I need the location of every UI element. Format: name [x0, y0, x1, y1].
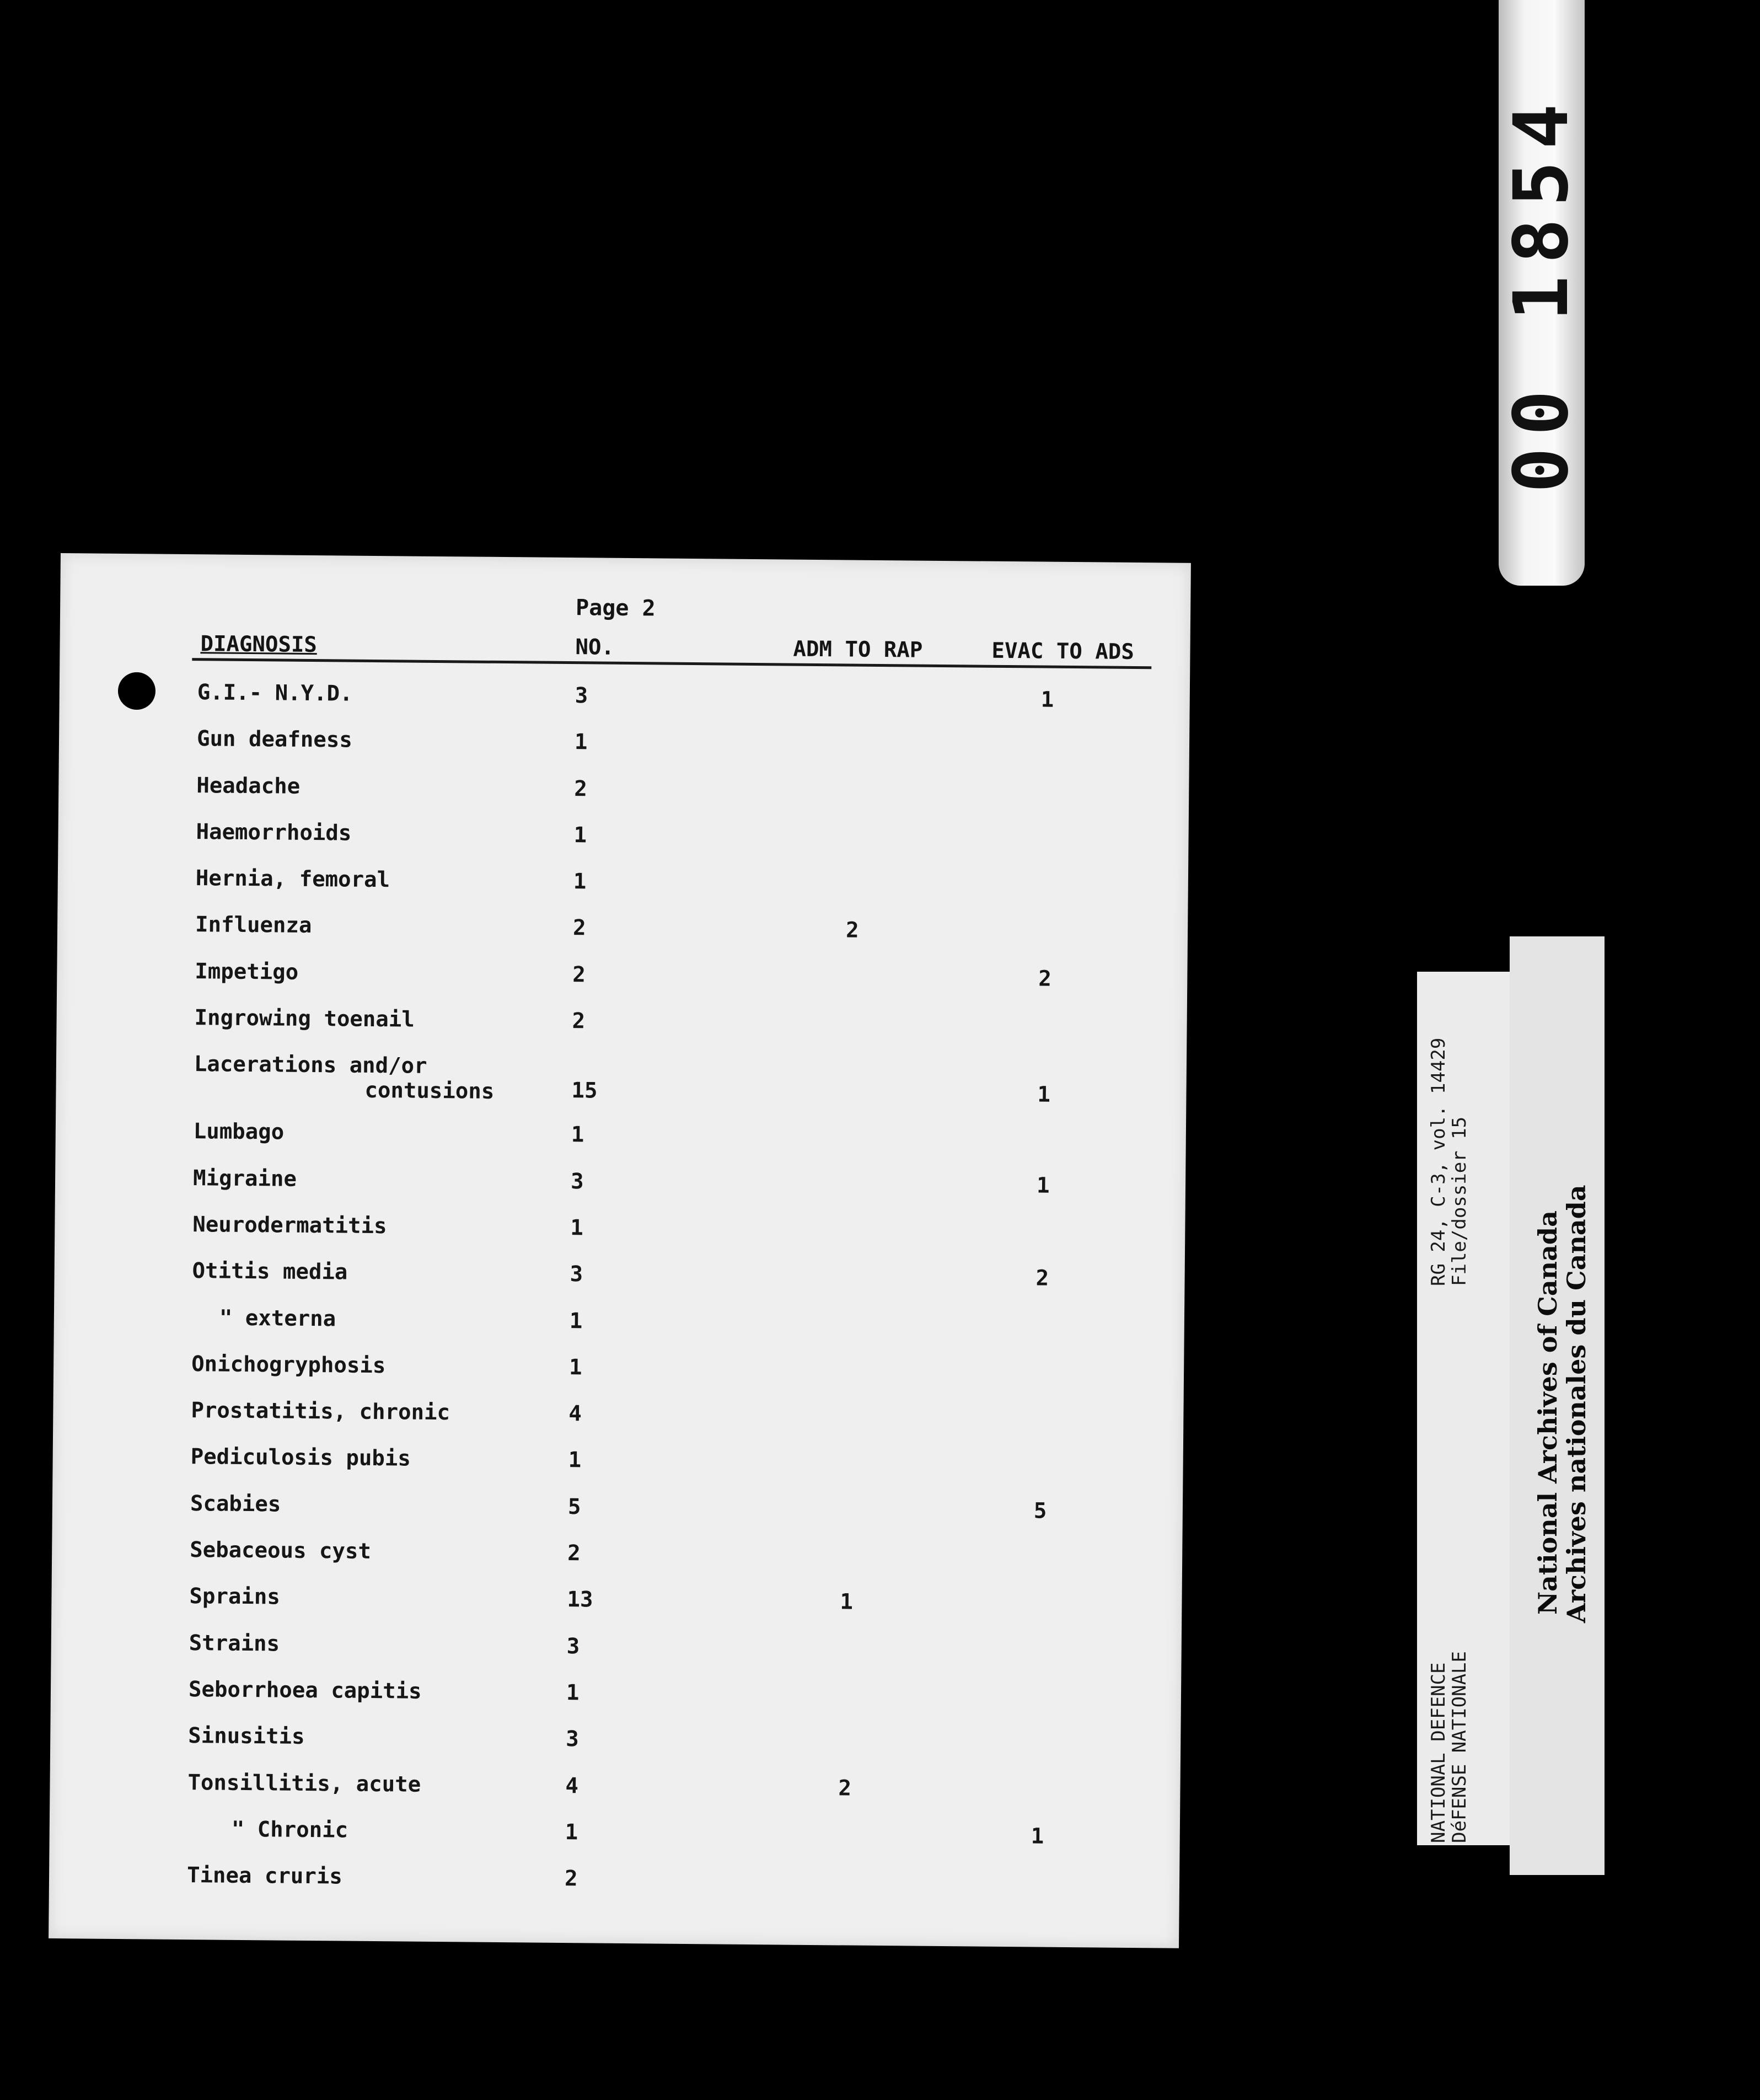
cell-evac-to-ads: 1 — [1031, 1824, 1044, 1849]
cell-evac-to-ads: 2 — [1035, 1266, 1049, 1291]
column-header-diagnosis: DIAGNOSIS — [200, 631, 318, 658]
cell-no: 1 — [568, 1354, 582, 1380]
reference-label — [1417, 972, 1520, 1845]
cell-no: 1 — [569, 1308, 583, 1333]
cell-diagnosis-line-1: Prostatitis, chronic — [191, 1398, 450, 1426]
cell-diagnosis — [194, 1119, 285, 1145]
cell-evac-to-ads: 5 — [1033, 1498, 1047, 1524]
cell-diagnosis-line-1: Hernia, femoral — [195, 866, 390, 893]
cell-diagnosis-line-2: contusions — [364, 1078, 495, 1105]
cell-no: 1 — [573, 823, 587, 848]
cell-diagnosis-line-1: Sprains — [189, 1584, 281, 1610]
cell-no: 2 — [567, 1541, 581, 1566]
archive-label-english: National Archives of Canada — [1533, 1210, 1563, 1615]
page-label: Page 2 — [575, 595, 656, 622]
archive-label — [1510, 936, 1605, 1875]
cell-diagnosis-line-1: Strains — [189, 1630, 280, 1657]
cell-no: 4 — [565, 1773, 579, 1798]
cell-diagnosis-line-1: Ingrowing toenail — [194, 1005, 415, 1032]
cell-diagnosis — [192, 1212, 387, 1239]
cell-diagnosis-line-1: Scabies — [190, 1491, 281, 1517]
cell-diagnosis-line-1: Tonsillitis, acute — [187, 1770, 421, 1797]
cell-diagnosis-line-1: Headache — [196, 773, 301, 799]
column-header-no: NO. — [575, 635, 615, 660]
cell-diagnosis — [196, 773, 300, 799]
cell-no: 2 — [564, 1866, 578, 1892]
reference-line-3: RG 24, C-3, vol. 14429 — [1428, 1037, 1450, 1286]
cell-diagnosis — [196, 819, 351, 845]
frame-number-strip — [1499, 0, 1585, 586]
cell-diagnosis-line-1: " Chronic — [231, 1817, 348, 1843]
cell-diagnosis-line-1: Pediculosis pubis — [190, 1444, 411, 1472]
cell-no: 2 — [572, 1009, 586, 1034]
cell-diagnosis-line-1: Sinusitis — [188, 1723, 305, 1750]
cell-diagnosis-line-1: " externa — [219, 1305, 336, 1331]
cell-diagnosis-line-1: Tinea cruris — [186, 1863, 343, 1889]
cell-diagnosis-line-1: Sebaceous cyst — [190, 1538, 372, 1565]
cell-no: 1 — [566, 1680, 579, 1706]
cell-evac-to-ads: 2 — [1038, 966, 1052, 992]
cell-diagnosis — [196, 866, 390, 892]
cell-diagnosis — [219, 1305, 336, 1331]
cell-diagnosis-line-1: G.I.- N.Y.D. — [197, 680, 353, 706]
cell-no: 1 — [570, 1215, 584, 1241]
cell-no: 1 — [565, 1819, 578, 1845]
cell-no: 4 — [568, 1401, 582, 1427]
cell-no: 2 — [572, 962, 586, 988]
cell-no: 13 — [567, 1587, 593, 1613]
cell-diagnosis-line-1: Otitis media — [192, 1258, 348, 1285]
cell-diagnosis — [193, 1166, 297, 1192]
cell-diagnosis — [189, 1677, 422, 1704]
cell-no: 3 — [566, 1633, 580, 1659]
cell-diagnosis-line-1: Impetigo — [195, 958, 299, 985]
cell-diagnosis — [188, 1723, 305, 1749]
frame-number: 00 1854 — [1498, 92, 1585, 493]
cell-no: 1 — [571, 1122, 584, 1148]
cell-no: 3 — [575, 683, 588, 709]
cell-diagnosis-line-1: Migraine — [192, 1165, 297, 1192]
cell-adm-to-rap: 2 — [838, 1775, 852, 1801]
cell-diagnosis — [195, 913, 312, 939]
cell-diagnosis — [191, 1445, 411, 1471]
cell-diagnosis — [194, 1052, 495, 1105]
document-page — [49, 553, 1191, 1948]
cell-diagnosis-line-1: Seborrhoea capitis — [188, 1677, 422, 1704]
cell-diagnosis — [197, 680, 353, 706]
table-row — [56, 1051, 1187, 1128]
cell-diagnosis — [190, 1538, 371, 1564]
cell-diagnosis — [189, 1584, 280, 1609]
cell-no: 1 — [568, 1448, 582, 1473]
cell-adm-to-rap: 1 — [840, 1589, 854, 1615]
cell-no: 1 — [573, 869, 587, 894]
cell-evac-to-ads: 1 — [1036, 1173, 1050, 1198]
cell-diagnosis — [194, 1005, 415, 1032]
column-header-adm: ADM TO RAP — [793, 636, 923, 663]
cell-diagnosis — [195, 959, 298, 985]
table-row — [49, 1862, 1180, 1918]
cell-diagnosis-line-1: Onichogryphosis — [191, 1351, 386, 1379]
cell-adm-to-rap: 2 — [845, 918, 859, 944]
cell-diagnosis-line-1: Haemorrhoids — [196, 819, 352, 846]
cell-no: 3 — [570, 1262, 583, 1287]
cell-no: 2 — [572, 915, 586, 941]
cell-evac-to-ads: 1 — [1037, 1082, 1051, 1108]
cell-diagnosis — [232, 1817, 348, 1843]
cell-diagnosis — [190, 1491, 281, 1517]
cell-diagnosis — [189, 1631, 280, 1656]
cell-diagnosis-line-1: Neurodermatitis — [192, 1212, 387, 1239]
cell-no: 5 — [567, 1494, 581, 1520]
cell-no: 15 — [571, 1078, 598, 1103]
cell-diagnosis-line-1: Lumbago — [193, 1119, 285, 1145]
diagnosis-table — [49, 679, 1190, 1918]
cell-no: 3 — [570, 1169, 584, 1194]
cell-diagnosis-line-1: Lacerations and/or — [194, 1052, 427, 1079]
cell-evac-to-ads: 1 — [1040, 687, 1054, 712]
cell-diagnosis — [187, 1863, 342, 1889]
cell-no: 1 — [574, 730, 588, 755]
reference-line-2: DéFENSE NATIONALE — [1448, 1651, 1471, 1843]
reference-line-1: NATIONAL DEFENCE — [1428, 1662, 1450, 1843]
archive-label-french: Archives nationales du Canada — [1562, 1185, 1591, 1623]
cell-diagnosis — [197, 726, 352, 752]
reference-line-4: File/dossier 15 — [1448, 1116, 1471, 1286]
column-header-evac: EVAC TO ADS — [991, 638, 1134, 665]
cell-no: 3 — [566, 1727, 579, 1752]
cell-diagnosis-line-1: Influenza — [195, 912, 312, 939]
cell-diagnosis — [187, 1770, 421, 1797]
cell-diagnosis — [191, 1398, 450, 1425]
punch-hole — [118, 672, 155, 710]
cell-diagnosis — [191, 1352, 386, 1378]
cell-diagnosis-line-1: Gun deafness — [196, 726, 353, 753]
cell-no: 2 — [574, 776, 587, 801]
cell-diagnosis — [192, 1258, 347, 1284]
